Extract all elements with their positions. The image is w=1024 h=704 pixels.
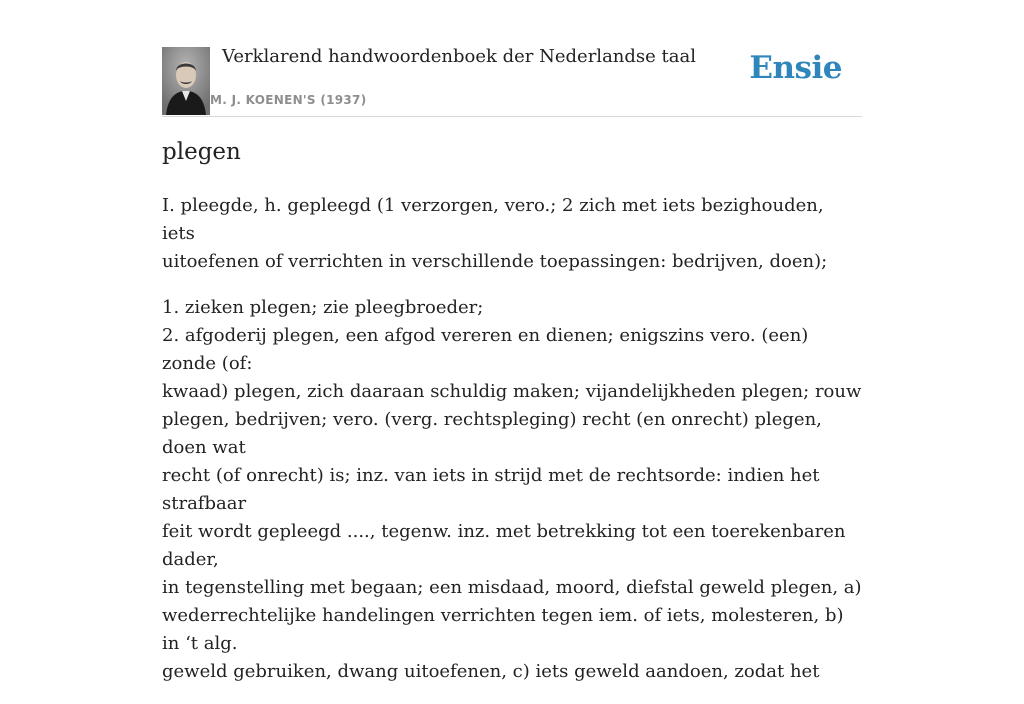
body-line: 2. afgoderij plegen, een afgod vereren en dienen; enigszins vero. (een) zonde (of:: [162, 325, 809, 374]
body-line: wederrechtelijke handelingen verrichten tegen iem. of iets, molesteren, b) in ‘t alg.: [162, 605, 844, 654]
body-line: in tegenstelling met begaan; een misdaad, moord, diefstal geweld plegen, a): [162, 577, 862, 598]
author-portrait-icon: [162, 47, 210, 115]
page: [162, 0, 862, 682]
body-line: feit wordt gepleegd ...., tegenw. inz. met betrekking tot een toerekenbaren dader,: [162, 521, 846, 570]
entry-body: [162, 294, 862, 686]
book-title: Verklarend handwoordenboek der Nederlandse taal: [222, 46, 696, 67]
entry-headword: plegen: [162, 139, 241, 165]
header: [162, 0, 862, 117]
intro-line: I. pleegde, h. gepleegd (1 verzorgen, vero.; 2 zich met iets bezighouden, iets: [162, 195, 824, 244]
author-credit: M. J. KOENEN'S (1937): [210, 93, 367, 107]
entry-intro: [162, 192, 862, 276]
body-line: plegen, bedrijven; vero. (verg. rechtspleging) recht (en onrecht) plegen, doen wat: [162, 409, 822, 458]
body-line: kwaad) plegen, zich daaraan schuldig maken; vijandelijkheden plegen; rouw: [162, 381, 862, 402]
body-line: geweld gebruiken, dwang uitoefenen, c) iets geweld aandoen, zodat het: [162, 661, 820, 682]
ensie-logo-link[interactable]: Ensie: [749, 50, 842, 86]
body-line: 1. zieken plegen; zie pleegbroeder;: [162, 297, 484, 318]
body-line: recht (of onrecht) is; inz. van iets in strijd met de rechtsorde: indien het strafbaar: [162, 465, 820, 514]
entry-content: [162, 192, 862, 704]
intro-line: uitoefenen of verrichten in verschillende toepassingen: bedrijven, doen);: [162, 251, 828, 272]
